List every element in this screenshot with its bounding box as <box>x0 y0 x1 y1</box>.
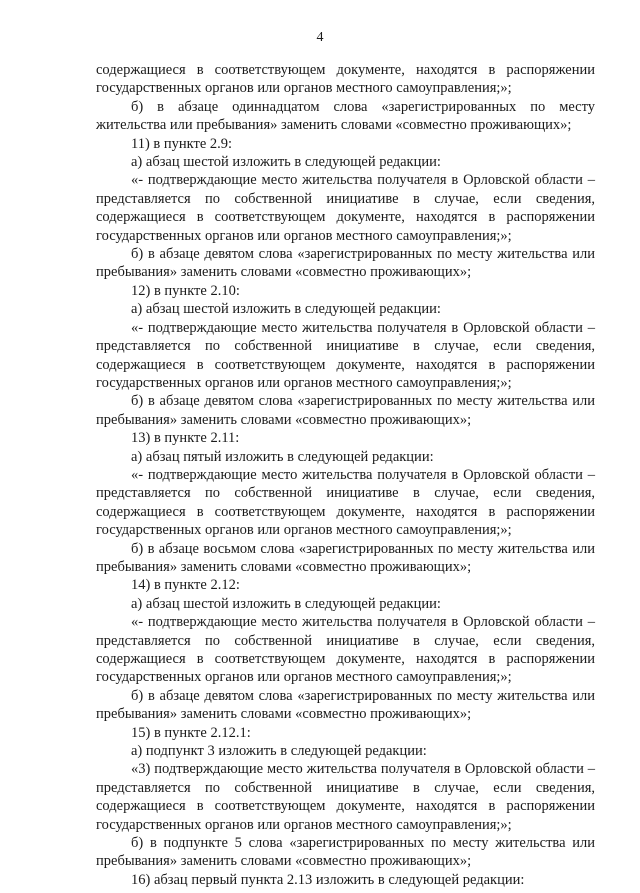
paragraph: содержащиеся в соответствующем документе, находятся в распоряжении государственных органов или органов местного самоуправления;»; <box>96 62 595 97</box>
paragraph: «3) подтверждающие место жительства получателя в Орловской области – представляется по собственной инициативе в случае, если сведения, содержащиеся в соответствующем документе, находятся в распоряжении государственных органов или органов местного самоуправления;»; <box>96 761 595 833</box>
paragraph: б) в абзаце одиннадцатом слова «зарегистрированных по месту жительства или пребывания» заменить словами «совместно проживающих»; <box>96 98 595 134</box>
paragraph: а) абзац пятый изложить в следующей редакции: <box>131 448 434 465</box>
document-body <box>96 61 595 889</box>
paragraph: 12) в пункте 2.10: <box>131 282 240 299</box>
page-number: 4 <box>316 30 324 45</box>
paragraph: б) в абзаце девятом слова «зарегистрированных по месту жительства или пребывания» заменить словами «совместно проживающих»; <box>96 687 595 723</box>
paragraph: 11) в пункте 2.9: <box>131 135 233 152</box>
paragraph: «- подтверждающие место жительства получателя в Орловской области – представляется по собственной инициативе в случае, если сведения, содержащиеся в соответствующем документе, находятся в распоряжении государственных органов или органов местного самоуправления;»; <box>96 319 595 391</box>
paragraph: а) подпункт 3 изложить в следующей редакции: <box>131 743 427 760</box>
paragraph: 13) в пункте 2.11: <box>131 430 240 447</box>
paragraph: 15) в пункте 2.12.1: <box>131 724 251 741</box>
paragraph: а) абзац шестой изложить в следующей редакции: <box>131 595 441 612</box>
paragraph: «- подтверждающие место жительства получателя в Орловской области – представляется по собственной инициативе в случае, если сведения, содержащиеся в соответствующем документе, находятся в распоряжении государственных органов или органов местного самоуправления;»; <box>96 614 595 686</box>
paragraph: б) в абзаце девятом слова «зарегистрированных по месту жительства или пребывания» заменить словами «совместно проживающих»; <box>96 246 595 281</box>
paragraph: 16) абзац первый пункта 2.13 изложить в следующей редакции: <box>131 871 525 888</box>
paragraph: «- подтверждающие место жительства получателя в Орловской области – представляется по собственной инициативе в случае, если сведения, содержащиеся в соответствующем документе, находятся в распоряжении государственных органов или органов местного самоуправления;»; <box>96 466 595 539</box>
paragraph: «- подтверждающие место жительства получателя в Орловской области – представляется по собственной инициативе в случае, если сведения, содержащиеся в соответствующем документе, находятся в распоряжении государственных органов или органов местного самоуправления;»; <box>96 172 595 244</box>
paragraph: а) абзац шестой изложить в следующей редакции: <box>131 154 441 171</box>
paragraph: б) в абзаце восьмом слова «зарегистрированных по месту жительства или пребывания» заменить словами «совместно проживающих»; <box>96 540 595 575</box>
paragraph: б) в абзаце девятом слова «зарегистрированных по месту жительства или пребывания» заменить словами «совместно проживающих»; <box>96 393 595 428</box>
paragraph: а) абзац шестой изложить в следующей редакции: <box>131 301 441 318</box>
paragraph: 14) в пункте 2.12: <box>131 577 240 594</box>
paragraph: б) в подпункте 5 слова «зарегистрированных по месту жительства или пребывания» заменить словами «совместно проживающих»; <box>96 835 595 870</box>
